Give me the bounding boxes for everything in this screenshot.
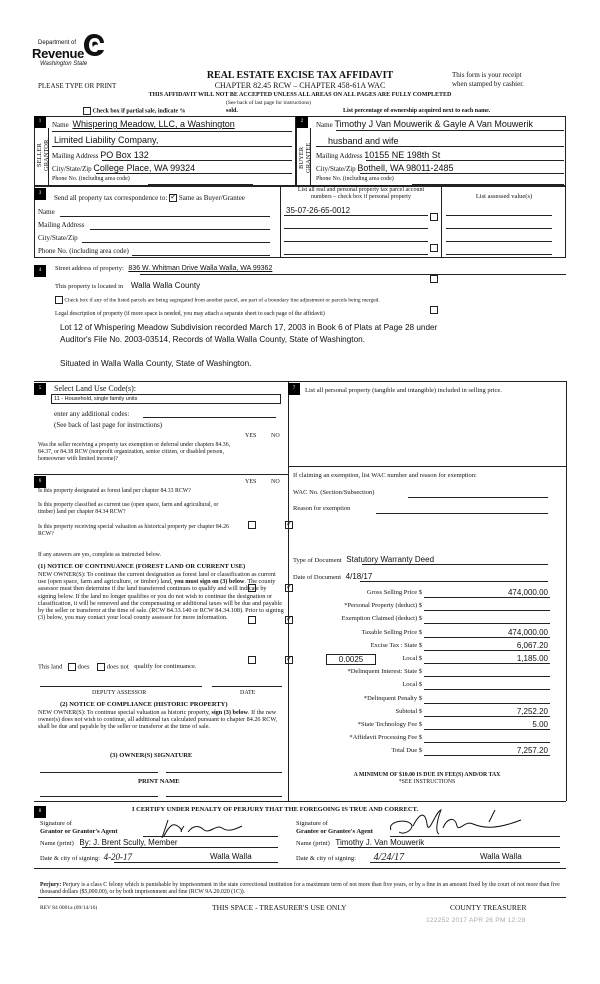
tax-row-label: Local $ xyxy=(402,681,422,689)
corr-city-label: City/State/Zip xyxy=(38,234,78,242)
tax-row-value[interactable]: 6,067.20 xyxy=(516,640,548,650)
seller-city-row: City/State/Zip College Place, WA 99324 xyxy=(52,163,196,173)
does-not-checkbox[interactable] xyxy=(97,663,105,671)
exemption-intro: If claiming an exemption, list WAC number and reason for exemption: xyxy=(293,472,477,479)
receipt-line2: when stamped by cashier. xyxy=(452,80,524,88)
grantee-signature-scribble-icon xyxy=(385,806,525,840)
grantor-date[interactable]: 4-20-17 xyxy=(103,852,133,862)
please-type: PLEASE TYPE OR PRINT xyxy=(38,82,117,90)
owner-signature-field-1[interactable] xyxy=(40,772,158,773)
grantee-sig-label: Signature of Grantee or Grantee's Agent xyxy=(296,820,373,835)
if-yes-note: If any answers are yes, complete as instructed below. xyxy=(38,552,161,558)
tax-row-value[interactable]: 474,000.00 xyxy=(507,588,548,597)
no-header-5: NO xyxy=(271,433,280,439)
print-name-field-2[interactable] xyxy=(166,796,282,797)
same-as-buyer-checkbox[interactable] xyxy=(169,194,177,202)
seller-side-label: SELLER GRANTOR xyxy=(36,139,50,171)
wac-label: WAC No. (Section/Subsection) xyxy=(293,489,375,496)
buyer-name-row: Name Timothy J Van Mouwerik & Gayle A Van Mouwerik xyxy=(316,119,533,129)
treasurer-stamp: 122252 2017 APR 26 PM 12:28 xyxy=(426,917,526,924)
see-instructions: *SEE INSTRUCTIONS xyxy=(398,779,456,785)
section-8-badge: 8 xyxy=(34,806,46,818)
segregated-checkbox[interactable] xyxy=(55,296,63,304)
tax-row-label: Exemption Claimed (deduct) $ xyxy=(341,615,422,623)
owner-signature-field-2[interactable] xyxy=(166,772,282,773)
land-use-code-select[interactable]: 11 - Household, single family units xyxy=(51,394,281,404)
see-back-note: (See back of last page for instructions) xyxy=(226,100,311,106)
warning-text: THIS AFFIDAVIT WILL NOT BE ACCEPTED UNLESS ALL AREAS ON ALL PAGES ARE FULLY COMPLETED xyxy=(148,92,452,98)
buyer-name[interactable]: Timothy J Van Mouwerik & Gayle A Van Mouwerik xyxy=(334,119,533,129)
tax-row-value[interactable]: 7,257.20 xyxy=(516,746,548,756)
s6-question-text: Is this property receiving special valuation as historical property per chapter 84.26 RCW? xyxy=(38,524,229,537)
assessed-header: List assessed value(s) xyxy=(475,193,533,200)
compliance-text: NEW OWNER(S): To continue special valuation as historic property, sign (3) below. If the new owner(s) does not wish to continue, all additional tax calculated pursuant to chapter 84.26 RCW, shall be due and payable by the seller or transferor at the time of sale. xyxy=(38,709,278,731)
doc-date[interactable]: 4/18/17 xyxy=(345,572,373,581)
owner-signature-label: (3) OWNER(S) SIGNATURE xyxy=(110,752,193,759)
tax-row-value[interactable]: 7,252.20 xyxy=(516,706,548,716)
treasurer-use: THIS SPACE - TREASURER'S USE ONLY xyxy=(212,903,347,912)
tax-row-value[interactable]: 1,185.00 xyxy=(516,654,548,663)
deputy-assessor-field[interactable] xyxy=(40,686,202,687)
legal-label: Legal description of property (if more space is needed, you may attach a separate sheet to each page of the affidavit) xyxy=(55,311,325,317)
wac-field[interactable] xyxy=(408,497,548,498)
logo-state: Washington State xyxy=(40,61,88,67)
segregated-row: Check box if any of the listed parcels are being segregated from another parcel, are part of a boundary line adjustment or parcels being merged. xyxy=(55,296,380,304)
reason-label: Reason for exemption xyxy=(293,505,351,512)
assessed-value-field[interactable] xyxy=(446,241,552,242)
tax-row-label: Total Due $ xyxy=(391,747,422,755)
parcels-header: List all real and personal property tax parcel account numbers – check box if personal property xyxy=(297,187,425,200)
section-7-badge: 7 xyxy=(288,383,300,395)
corr-name-label: Name xyxy=(38,208,55,216)
section-1-badge: 1 xyxy=(34,116,46,128)
local-rate-field[interactable]: 0.0025 xyxy=(326,654,376,665)
seller-phone-label: Phone No. (including area code) xyxy=(52,176,130,182)
continuance-title: (1) NOTICE OF CONTINUANCE (FOREST LAND OR CURRENT USE) xyxy=(38,563,246,570)
buyer-phone-label: Phone No. (including area code) xyxy=(316,176,394,182)
s6-question-text: Is this property designated as forest land per chapter 84.33 RCW? xyxy=(38,488,191,494)
logo-name: Revenue xyxy=(32,46,85,61)
exemption-no-checkbox[interactable] xyxy=(285,521,293,529)
doc-date-row: Date of Document 4/18/17 xyxy=(293,572,373,581)
buyer-side-label: BUYER GRANTEE xyxy=(298,142,312,174)
assessed-value-field[interactable] xyxy=(446,228,552,229)
tax-row-label: Excise Tax : State $ xyxy=(370,641,422,649)
seller-mailing[interactable]: PO Box 132 xyxy=(100,150,149,160)
doc-type[interactable]: Statutory Warranty Deed xyxy=(346,555,435,564)
dor-logo xyxy=(30,28,105,68)
tax-row-label: Subtotal $ xyxy=(395,707,422,715)
tax-row-label: *Delinquent Interest: State $ xyxy=(347,668,422,676)
rev-number: REV 84 0001a (09/14/16) xyxy=(40,905,98,911)
land-use-label: Select Land Use Code(s): xyxy=(54,384,136,393)
correspondence-row: Send all property tax correspondence to: ✓ Same as Buyer/Grantee xyxy=(54,194,245,202)
grantee-date[interactable]: 4/24/17 xyxy=(373,852,405,863)
section-6-badge: 6 xyxy=(34,476,46,488)
corr-name-field[interactable] xyxy=(60,216,270,217)
assessor-date-field[interactable] xyxy=(212,686,282,687)
section-2-badge: 2 xyxy=(296,116,308,128)
personal-property-label: List all personal property (tangible and intangible) included in selling price. xyxy=(305,387,502,394)
grantor-city[interactable]: Walla Walla xyxy=(210,852,252,861)
tax-row-label: *State Technology Fee $ xyxy=(357,721,422,728)
logo-dept: Department of xyxy=(38,40,77,46)
seller-mailing-row: Mailing Address PO Box 132 xyxy=(52,150,149,160)
additional-codes-field[interactable] xyxy=(143,417,276,418)
located-row: This property is located in Walla Walla County xyxy=(55,281,201,290)
corr-phone-field[interactable] xyxy=(132,255,270,256)
street-row: Street address of property: 836 W. Whitman Drive Walla Walla, WA 99362 xyxy=(55,265,273,272)
compliance-title: (2) NOTICE OF COMPLIANCE (HISTORIC PROPERTY) xyxy=(60,701,228,708)
tax-row-label: Gross Selling Price $ xyxy=(366,589,422,596)
grantor-signature-scribble-icon xyxy=(160,818,250,840)
assessed-value-field[interactable] xyxy=(446,215,552,216)
grantee-date-row: Date & city of signing: 4/24/17 xyxy=(296,852,405,863)
seller-name-line2[interactable]: Limited Liability Company, xyxy=(54,135,159,145)
land-use-see-back: (See back of last page for instructions) xyxy=(54,421,163,429)
tax-row-label: Local $ xyxy=(402,655,422,662)
print-name-field-1[interactable] xyxy=(40,796,158,797)
grantor-name[interactable]: By: J. Brent Scully, Member xyxy=(79,838,178,847)
ownership-note: List percentage of ownership acquired next to each name. xyxy=(343,108,491,114)
chapter-line: CHAPTER 82.45 RCW – CHAPTER 458-61A WAC xyxy=(214,81,386,90)
section-4-badge: 4 xyxy=(34,265,46,277)
perjury-notice: Perjury: Perjury is a class C felony which is punishable by imprisonment in the state correctional institution for a maximum term of not more than five years, or by a fine in an amount fixed by the court of not more than five thousand dollars ($5,000.00), or by both imprisonment and fine (RCW 9A.20.020 (1C)). xyxy=(40,882,560,895)
logo-swirl-icon xyxy=(83,33,105,57)
additional-codes-label: enter any additional codes: xyxy=(54,410,130,418)
doc-type-row: Type of Document Statutory Warranty Deed xyxy=(293,555,435,564)
buyer-city[interactable]: Bothell, WA 98011-2485 xyxy=(357,163,454,173)
does-checkbox[interactable] xyxy=(68,663,76,671)
tax-row-label: Taxable Selling Price $ xyxy=(361,628,422,636)
corr-city-field[interactable] xyxy=(82,242,270,243)
date-label: DATE xyxy=(240,690,256,696)
sold-label: sold. xyxy=(226,108,238,114)
buyer-mailing-row: Mailing Address 10155 NE 198th St xyxy=(316,150,441,160)
personal-property-checkbox[interactable] xyxy=(430,306,438,314)
tax-row-value[interactable]: 5.00 xyxy=(532,720,548,729)
page-title: REAL ESTATE EXCISE TAX AFFIDAVIT xyxy=(206,70,394,81)
deputy-label: DEPUTY ASSESSOR xyxy=(92,690,147,696)
grantee-name-row: Name (print) Timothy J. Van Mouwerik xyxy=(296,838,425,847)
corr-phone-label: Phone No. (including area code) xyxy=(38,247,129,255)
yes-header-5: YES xyxy=(245,433,257,439)
personal-property-checkbox[interactable] xyxy=(430,244,438,252)
section-3-badge: 3 xyxy=(34,188,46,200)
seller-name-row: Name Whispering Meadow, LLC, a Washington xyxy=(52,119,235,129)
seller-name[interactable]: Whispering Meadow, LLC, a Washington xyxy=(72,119,235,129)
grantee-city[interactable]: Walla Walla xyxy=(480,852,522,861)
street-address[interactable]: 836 W. Whitman Drive Walla Walla, WA 99362 xyxy=(128,265,273,272)
section-5-badge: 5 xyxy=(34,383,46,395)
buyer-city-row: City/State/Zip Bothell, WA 98011-2485 xyxy=(316,163,454,173)
grantor-sig-label: Signature of Grantor or Grantor's Agent xyxy=(40,820,118,835)
certify-title: I CERTIFY UNDER PENALTY OF PERJURY THAT THE FOREGOING IS TRUE AND CORRECT. xyxy=(132,806,419,813)
yes-header-6: YES xyxy=(245,479,257,485)
exemption-yes-checkbox[interactable] xyxy=(248,521,256,529)
personal-property-checkbox[interactable] xyxy=(430,275,438,283)
county-treasurer: COUNTY TREASURER xyxy=(450,903,527,912)
partial-sale-checkbox[interactable] xyxy=(83,107,91,115)
continuance-text: NEW OWNER(S): To continue the current designation as forest land or classification as current use (open space, farm and agriculture, or timber) land, you must sign on (3) below. The county assessor must then determine if the land transferred continues to qualify and will indicate by signing below. If the land no longer qualifies or you do not wish to continue the designation or classification, it will be removed and the compensating or additional taxes will be due and payable by the seller or transferor at the time of sale. (RCW 84.33.140 or RCW 84.34.108). Prior to signing (3) below, you may contact your local county assessor for more information. xyxy=(38,571,284,622)
s6-question-text: Is this property classified as current use (open space, farm and agricultural, or timber) land per chapter 84.34 RCW? xyxy=(38,502,219,515)
personal-property-checkbox[interactable] xyxy=(430,213,438,221)
no-header-6: NO xyxy=(271,479,280,485)
tax-row-label: *Personal Property (deduct) $ xyxy=(344,602,422,610)
county[interactable]: Walla Walla County xyxy=(130,281,201,290)
minimum-note: A MINIMUM OF $10.00 IS DUE IN FEE(S) AND/OR TAX xyxy=(353,772,501,778)
print-name-label: PRINT NAME xyxy=(138,778,180,785)
seller-phone-field[interactable] xyxy=(148,184,253,185)
buyer-name-line2[interactable]: husband and wife xyxy=(328,136,399,146)
tax-row-value[interactable]: 474,000.00 xyxy=(507,627,548,637)
grantor-name-row: Name (print) By: J. Brent Scully, Member xyxy=(40,838,178,847)
legal-description[interactable]: Lot 12 of Whispering Meadow Subdivision recorded March 17, 2003 in Book 6 of Plats at Page 28 under Auditor's File No. 2003-03514, Records of Walla Walla County, State of Washington. Situated in Walla Walla County, State of Washington. xyxy=(60,323,438,368)
reason-field[interactable] xyxy=(376,513,548,514)
receipt-line1: This form is your receipt xyxy=(452,71,522,79)
tax-row-label: *Delinquent Penalty $ xyxy=(363,694,422,702)
corr-mailing-label: Mailing Address xyxy=(38,221,85,229)
tax-row-label: *Affidavit Processing Fee $ xyxy=(349,734,422,742)
partial-sale: Check box if partial sale, indicate % xyxy=(83,107,186,115)
corr-mailing-field[interactable] xyxy=(90,229,270,230)
buyer-phone-field[interactable] xyxy=(412,184,564,185)
buyer-mailing[interactable]: 10155 NE 198th St xyxy=(364,150,441,160)
continuance-row: This land does does not qualify for continuance. xyxy=(38,663,197,671)
grantee-name[interactable]: Timothy J. Van Mouwerik xyxy=(335,838,425,847)
grantor-date-row: Date & city of signing: 4-20-17 xyxy=(40,852,133,862)
assessed-value-field[interactable] xyxy=(446,254,552,255)
parcel-number[interactable]: 35-07-26-65-0012 xyxy=(286,206,351,215)
exemption-question: Was the seller receiving a property tax exemption or deferral under chapters 84.36, 84.37, or 84.38 RCW (nonprofit organization, senior citizen, or disabled person, homeowner with limited income)? xyxy=(38,442,231,462)
s6-yes-checkbox[interactable] xyxy=(248,656,256,664)
seller-city[interactable]: College Place, WA 99324 xyxy=(93,163,196,173)
